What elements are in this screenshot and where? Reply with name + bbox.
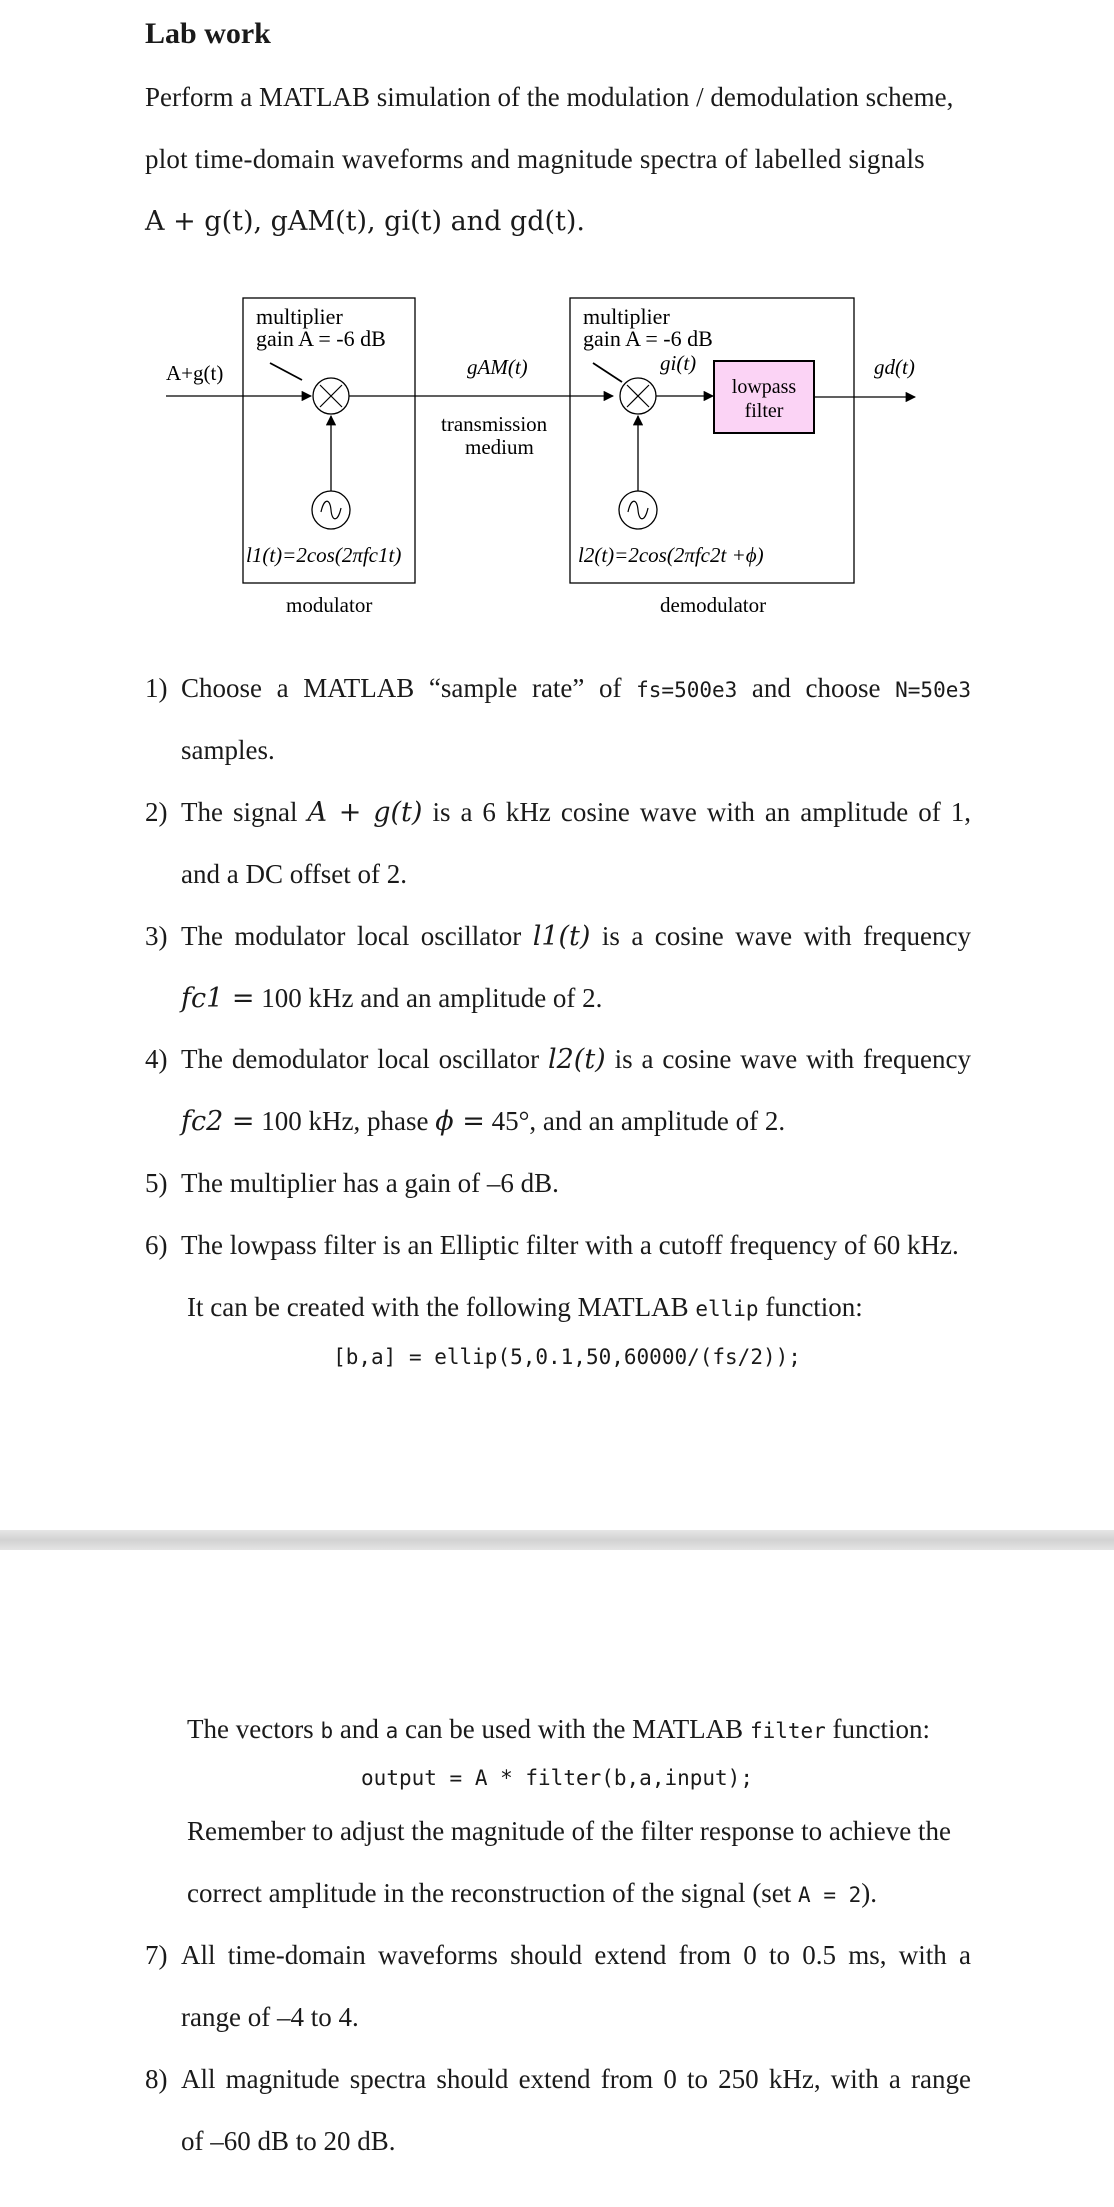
item-1-line-2: samples. — [181, 735, 275, 765]
item-number: 1) — [145, 673, 168, 703]
item-number: 2) — [145, 797, 168, 827]
document-page-2 — [0, 1550, 1114, 2207]
lpf-label-2: filter — [744, 400, 784, 422]
item-2-line-1: The signal A + g(t) is a 6 kHz cosine wave with an amplitude of 1, — [181, 797, 971, 828]
gi-label: gi(t) — [660, 351, 697, 375]
item-4-line-1: The demodulator local oscillator l2(t) is a cosine wave with frequency — [181, 1044, 971, 1075]
gain-tick-1 — [270, 363, 302, 380]
gain-tick-2 — [593, 363, 622, 382]
output-label: gd(t) — [874, 355, 915, 379]
demod-block-label: multiplier — [583, 304, 670, 329]
filter-usage-line: The vectors b and a can be used with the MATLAB filter function: — [187, 1714, 931, 1744]
item-5-line-1: The multiplier has a gain of –6 dB. — [181, 1168, 559, 1198]
mod-block-label: multiplier — [256, 304, 343, 329]
gam-label: gAM(t) — [467, 355, 528, 379]
item-2-line-2: and a DC offset of 2. — [181, 859, 407, 889]
remember-line-2: correct amplitude in the reconstruction of the signal (set A = 2). — [187, 1878, 878, 1908]
item-number: 4) — [145, 1044, 168, 1074]
osc2-label: l2(t)=2cos(2πfc2t +ϕ) — [578, 543, 764, 567]
filter-code-line: output = A * filter(b,a,input); — [361, 1766, 753, 1790]
item-1-line-1: Choose a MATLAB “sample rate” of fs=500e3 and choose N=50e3 — [181, 673, 971, 703]
input-signal-label: A+g(t) — [166, 361, 224, 385]
demod-gain-label: gain A = -6 dB — [583, 326, 713, 351]
item-number: 7) — [145, 1940, 168, 1970]
page-separator — [0, 1530, 1114, 1550]
item-6-line-1: The lowpass filter is an Elliptic filter with a cutoff frequency of 60 kHz. — [181, 1230, 959, 1260]
medium-label-1: transmission — [441, 412, 548, 436]
section-heading: Lab work — [145, 17, 271, 50]
mod-gain-label: gain A = -6 dB — [256, 326, 386, 351]
item-number: 6) — [145, 1230, 168, 1260]
item-number: 8) — [145, 2064, 168, 2094]
item-number: 5) — [145, 1168, 168, 1198]
remember-line-1: Remember to adjust the magnitude of the filter response to achieve the — [187, 1816, 952, 1846]
osc1-label: l1(t)=2cos(2πfc1t) — [246, 543, 402, 567]
demodulator-caption: demodulator — [660, 593, 767, 617]
item-7-line-2: range of –4 to 4. — [181, 2002, 359, 2032]
ellip-code-line: [b,a] = ellip(5,0.1,50,60000/(fs/2)); — [333, 1345, 801, 1369]
intro-line-3: A + g(t), gAM(t), gi(t) and gd(t). — [145, 206, 586, 237]
item-4-line-2: fc2 = 100 kHz, phase ϕ = 45°, and an amplitude of 2. — [181, 1106, 786, 1137]
intro-line-1: Perform a MATLAB simulation of the modulation / demodulation scheme, — [145, 82, 954, 112]
lpf-label-1: lowpass — [731, 376, 797, 398]
medium-label-2: medium — [465, 435, 534, 459]
item-8-line-2: of –60 dB to 20 dB. — [181, 2126, 396, 2156]
item-8-line-1: All magnitude spectra should extend from 0 to 250 kHz, with a range — [181, 2064, 971, 2094]
item-3-line-1: The modulator local oscillator l1(t) is a cosine wave with frequency — [181, 921, 971, 952]
block-diagram — [0, 290, 1114, 630]
item-number: 3) — [145, 921, 168, 951]
item-7-line-1: All time-domain waveforms should extend from 0 to 0.5 ms, with a — [181, 1940, 971, 1970]
intro-line-2: plot time-domain waveforms and magnitude spectra of labelled signals — [145, 144, 925, 174]
modulator-caption: modulator — [286, 593, 373, 617]
item-6-line-2: It can be created with the following MATLAB ellip function: — [187, 1292, 863, 1322]
item-3-line-2: fc1 = 100 kHz and an amplitude of 2. — [181, 983, 603, 1014]
